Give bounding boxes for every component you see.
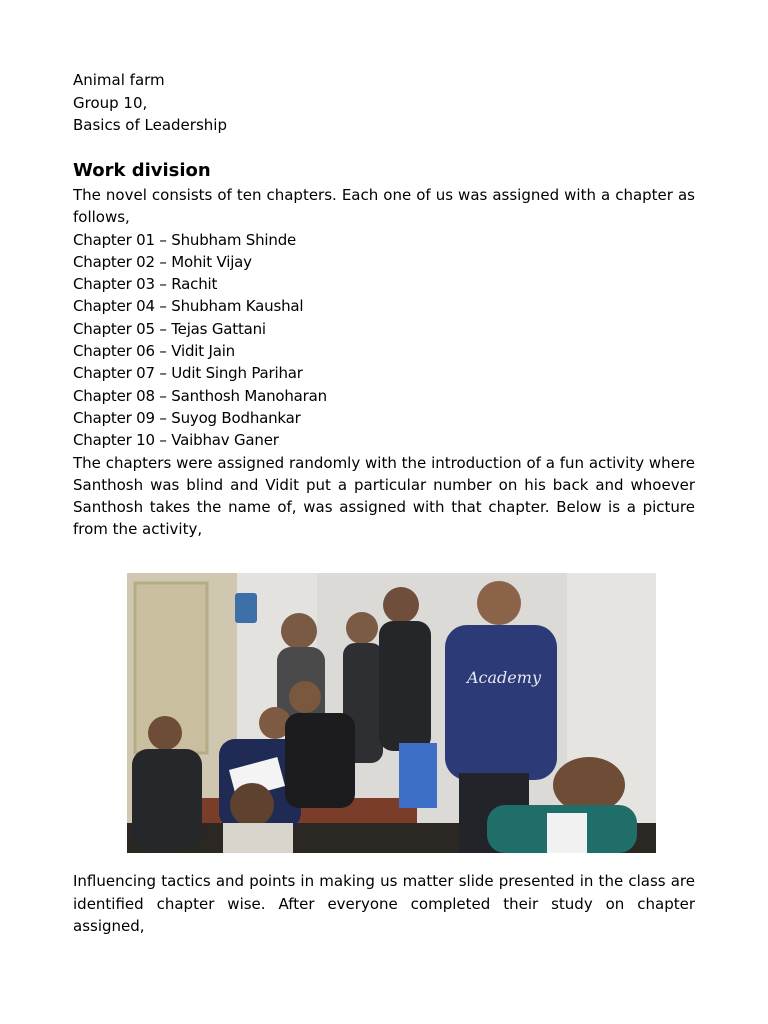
chapter-item: Chapter 10 – Vaibhav Ganer: [73, 431, 279, 450]
chapter-item: Chapter 07 – Udit Singh Parihar: [73, 364, 303, 383]
section-heading: Work division: [73, 160, 211, 181]
header-course: Basics of Leadership: [73, 116, 227, 134]
group-photo: [127, 573, 656, 853]
activity-paragraph: The chapters were assigned randomly with the introduction of a fun activity where Santhosh was blind and Vidit put a particular number on his back and whoever Santhosh takes the name of, was assigned with that chapter. Below is a picture from the activity,: [73, 453, 695, 539]
header-title: Animal farm: [73, 71, 165, 89]
section-body: [73, 184, 695, 541]
document-header: [73, 69, 227, 137]
chapter-item: Chapter 04 – Shubham Kaushal: [73, 297, 304, 316]
chapter-item: Chapter 02 – Mohit Vijay: [73, 252, 252, 271]
chapter-item: Chapter 06 – Vidit Jain: [73, 342, 235, 361]
chapter-item: Chapter 01 – Shubham Shinde: [73, 230, 297, 249]
chapter-item: Chapter 03 – Rachit: [73, 275, 218, 294]
intro-paragraph: The novel consists of ten chapters. Each one of us was assigned with a chapter as follows,: [73, 186, 695, 227]
chapter-item: Chapter 05 – Tejas Gattani: [73, 319, 266, 338]
footer-paragraph: Influencing tactics and points in making us matter slide presented in the class are identified chapter wise. After everyone completed their study on chapter assigned,: [73, 872, 695, 935]
hoodie-print: Academy: [467, 668, 541, 687]
chapter-item: Chapter 08 – Santhosh Manoharan: [73, 386, 327, 405]
chapter-item: Chapter 09 – Suyog Bodhankar: [73, 408, 301, 427]
header-group: Group 10,: [73, 93, 148, 112]
chapter-list: [73, 229, 695, 452]
